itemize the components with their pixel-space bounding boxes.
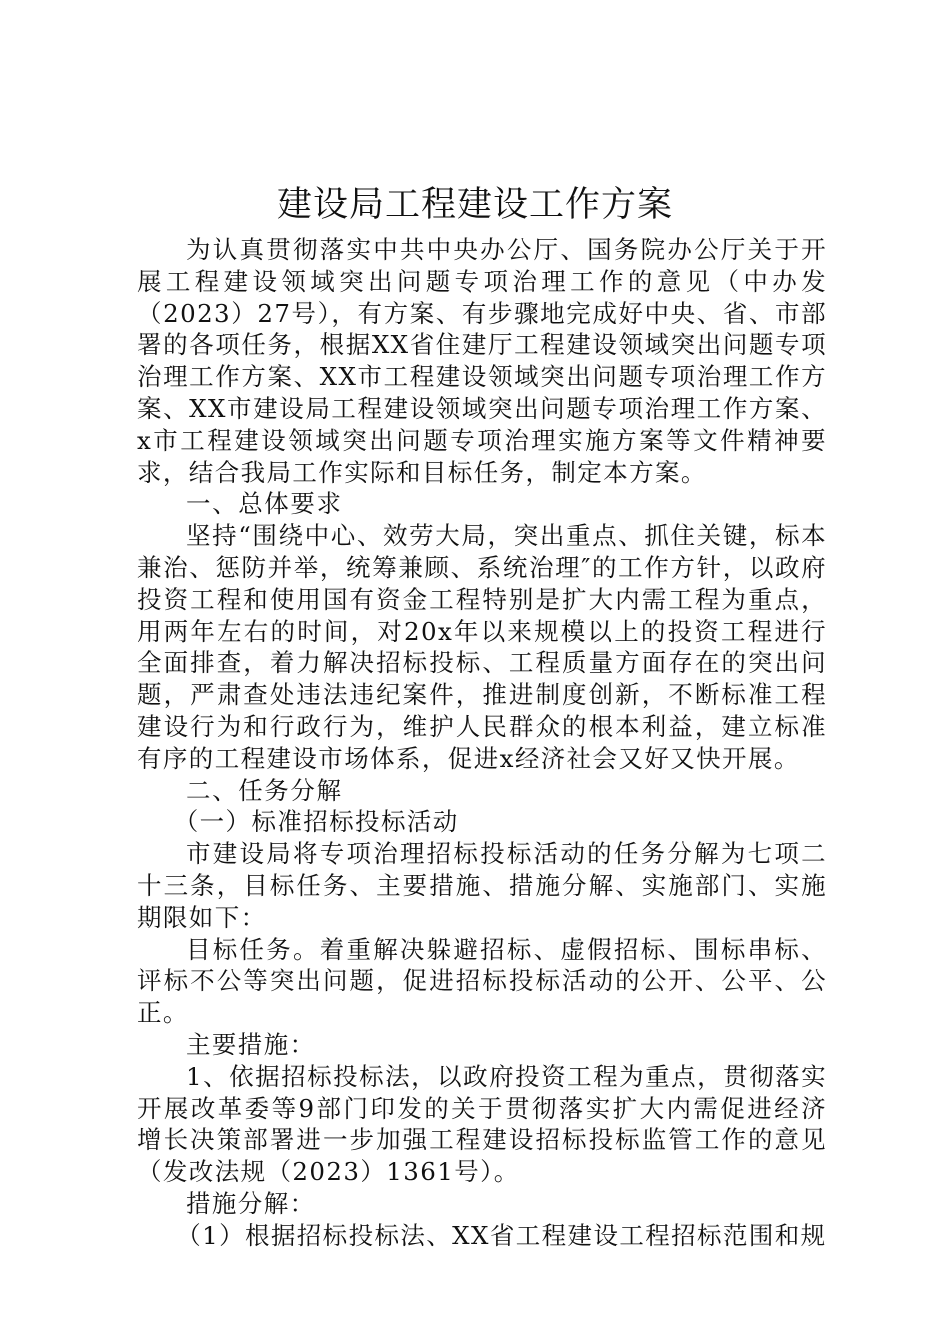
section-heading-task-breakdown: 二、任务分解 (186, 775, 343, 805)
measure-breakdown-label: 措施分解： (186, 1188, 316, 1218)
document-body (137, 234, 827, 1252)
intro-paragraph: 为认真贯彻落实中共中央办公厅、国务院办公厅关于开展工程建设领域突出问题专项治理工作的意见（中办发（2023）27号），有方案、有步骤地完成好中央、省、市部署的各项任务，根据XX省住建厅工程建设领域突出问题专项治理工作方案、XX市工程建设领域突出问题专项治理工作方案、XX市建设局工程建设领域突出问题专项治理工作方案、x市工程建设领域突出问题专项治理实施方案等文件精神要求，结合我局工作实际和目标任务，制定本方案。 (137, 235, 827, 487)
document-title: 建设局工程建设工作方案 (276, 185, 673, 225)
subsection-heading-bidding: （一）标准招标投标活动 (173, 807, 459, 837)
measure-item-1: 1、依据招标投标法，以政府投资工程为重点，贯彻落实开展改革委等9部门印发的关于贯彻落实扩大内需促进经济增长决策部署进一步加强工程建设招标投标监管工作的意见（发改法规（2023）1361号）。 (137, 1061, 827, 1187)
measure-breakdown-item-1: （1）根据招标投标法、XX省工程建设工程招标范围和规 (176, 1220, 827, 1250)
bidding-intro-paragraph: 市建设局将专项治理招标投标活动的任务分解为七项二十三条，目标任务、主要措施、措施分解、实施部门、实施期限如下： (137, 839, 827, 932)
general-requirements-paragraph: 坚持“围绕中心、效劳大局，突出重点、抓住关键，标本兼治、惩防并举，统筹兼顾、系统治理″的工作方针，以政府投资工程和使用国有资金工程特别是扩大内需工程为重点，用两年左右的时间，对20x年以来规模以上的投资工程进行全面排查，着力解决招标投标、工程质量方面存在的突出问题，严肃查处违法违纪案件，推进制度创新，不断标准工程建设行为和行政行为，维护人民群众的根本利益，建立标准有序的工程建设市场体系，促进x经济社会又好又快开展。 (137, 521, 827, 773)
section-heading-general-requirements: 一、总体要求 (186, 489, 343, 519)
main-measures-label: 主要措施： (186, 1029, 316, 1059)
target-task-paragraph: 目标任务。着重解决躲避招标、虚假招标、围标串标、评标不公等突出问题，促进招标投标活动的公开、公平、公正。 (137, 934, 827, 1028)
